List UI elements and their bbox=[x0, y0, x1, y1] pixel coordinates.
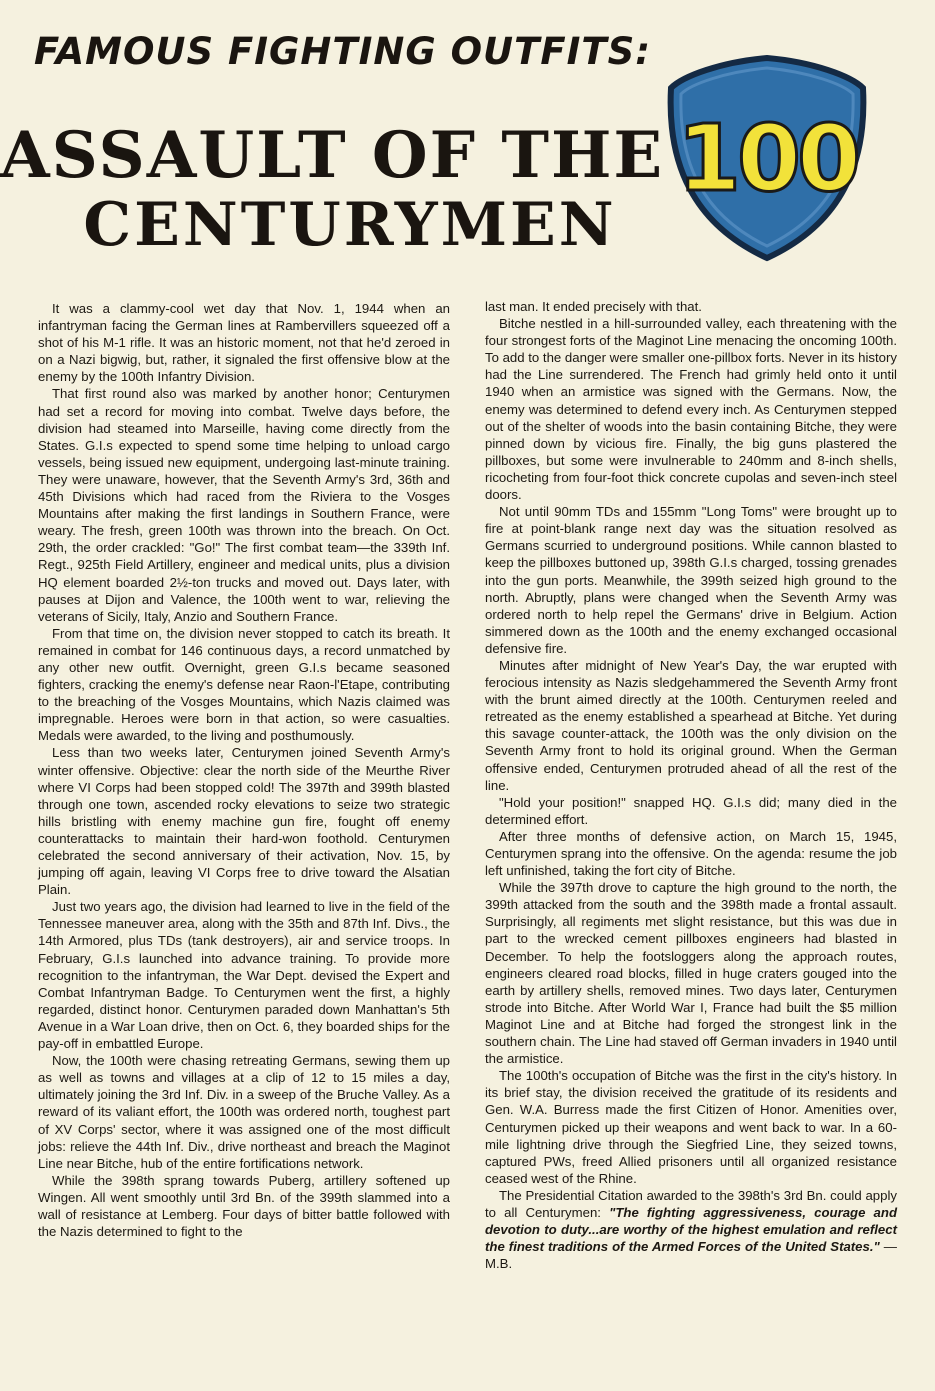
paragraph: "Hold your position!" snapped HQ. G.I.s did; many died in the determined effort. bbox=[485, 794, 897, 827]
insignia-number: 100 bbox=[676, 105, 858, 212]
article-title-line-1: ASSAULT OF THE bbox=[0, 118, 665, 193]
article-column-left bbox=[38, 300, 450, 1240]
article-column-right bbox=[485, 298, 897, 1272]
paragraph: While the 397th drove to capture the high ground to the north, the 399th attacked from the south and the 398th made a frontal assault. Surprisingly, all regiments met slight resistance, but this was due in part to the wrecked cement pillboxes engineers had blasted in December. To help the footsloggers along the approach routes, engineers cleared road blocks, filled in huge craters gouged into the earth by artillery shells, removed mines. Two days later, Centurymen strode into Bitche. After World War I, France had built the $5 million Maginot Line and at Bitche had forged the strongest link in the southern chain. The Line had staved off German invaders in 1940 until the armistice. bbox=[485, 880, 897, 1067]
citation-quote: "The fighting aggressiveness, courage and devotion to duty...are worthy of the highest emulation and reflect the finest traditions of the Armed Forces of the United States." bbox=[485, 1204, 897, 1255]
paragraph: It was a clammy-cool wet day that Nov. 1, 1944 when an infantryman facing the German lines at Rambervillers squeezed off a shot of his M-1 rifle. It was an historic moment, not that he'd zeroed in on a Nazi bigwig, but, rather, it signaled the first offensive blow at the enemy by the 100th Infantry Division. bbox=[38, 301, 450, 385]
author-signature: —M.B. bbox=[485, 1239, 897, 1272]
paragraph: Just two years ago, the division had learned to live in the field of the Tennessee maneuver area, along with the 35th and 87th Inf. Divs., the 14th Armored, plus TDs (tank destroyers), air and service troops. In February, G.I.s launched into advance training. To provide more recognition to the infantryman, the War Dept. devised the Expert and Combat Infantryman Badge. To Centurymen went the first, a highly regarded, distinct honor. Centurymen paraded down Manhattan's 5th Avenue in a War Loan drive, then on Oct. 6, they boarded ships for the pay-off in embattled Europe. bbox=[38, 899, 450, 1052]
closing-paragraph bbox=[485, 1187, 897, 1272]
paragraph: The 100th's occupation of Bitche was the first in the city's history. In its brief stay, the division received the gratitude of its residents and Gen. W.A. Burress made the first Citizen of Honor. Amenities over, Centurymen picked up their weapons and went back to war. In a 60-mile lightning drive through the Siegfried Line, they seized towns, captured PWs, freed Allied prisoners until all organized resistance ceased west of the Rhine. bbox=[485, 1068, 897, 1186]
paragraph: That first round also was marked by another honor; Centurymen had set a record for moving into combat. Twelve days before, the division had steamed into Marseille, having come directly from the States. G.I.s expected to spend some time helping to unload cargo vessels, being issued new equipment, undergoing last-minute training. They were unaware, however, that the Seventh Army's 3rd, 36th and 45th Divisions which had raced from the Riviera to the Vosges Mountains after making the first landings in Southern France, were weary. The fresh, green 100th was thrown into the breach. On Oct. 29th, the order crackled: "Go!" The first combat team—the 339th Inf. Regt., 925th Field Artillery, engineer and medical units, plus a division HQ element boarded 2½-ton trucks and moved out. Days later, with pauses at Dijon and Valence, the 100th went to war, relieving the veterans of Sicily, Italy, Anzio and Southern France. bbox=[38, 386, 450, 624]
division-insignia-shield bbox=[663, 54, 871, 262]
paragraph: Now, the 100th were chasing retreating Germans, sewing them up as well as towns and villages at a clip of 12 to 15 miles a day, ultimately joining the 3rd Inf. Div. in a sweep of the Bruche Valley. As a reward of its valiant effort, the 100th was ordered north, toughest part of XV Corps' sector, where it was assigned one of the most difficult jobs: relieve the 44th Inf. Div., drive northeast and breach the Maginot Line near Bitche, hub of the entire fortifications network. bbox=[38, 1053, 450, 1171]
closing-lead: The Presidential Citation awarded to the 398th's 3rd Bn. could apply to all Centurymen: bbox=[485, 1187, 897, 1220]
paragraph: Minutes after midnight of New Year's Day, the war erupted with ferocious intensity as Nazis sledgehammered the Seventh Army front with the brunt aimed directly at the 100th. Centurymen reeled and retreated as the enemy established a spearhead at Bitche. Yet during this savage counter-attack, the 100th was the only division on the Seventh Army front to hold its original ground. When the German offensive ended, Centurymen protruded ahead of all the rest of the line. bbox=[485, 657, 897, 793]
paragraph: Bitche nestled in a hill-surrounded valley, each threatening with the four strongest forts of the Maginot Line menacing the oncoming 100th. To add to the danger were smaller one-pillbox forts. Never in its history had the Line surrendered. The French had grimly held onto it until 1940 when an armistice was signed with the Germans. Now, the enemy was determined to defend every inch. As Centurymen stepped out of the shelter of woods into the basin containing Bitche, they were pinned down by vicious fire. Finally, the big guns plastered the pillboxes, but some were invulnerable to 240mm and 8-inch shells, ricocheting from four-foot thick concrete cupolas and seven-inch steel doors. bbox=[485, 316, 897, 503]
paragraph: After three months of defensive action, on March 15, 1945, Centurymen sprang into the offensive. On the agenda: resume the job left unfinished, taking the fort city of Bitche. bbox=[485, 828, 897, 879]
paragraph: last man. It ended precisely with that. bbox=[485, 299, 702, 314]
paragraph: From that time on, the division never stopped to catch its breath. It remained in combat for 146 continuous days, a record unmatched by any other new outfit. Overnight, green G.I.s became seasoned fighters, cracking the enemy's defense near Raon-l'Etape, contributing to the breaching of the Vosges Mountains, which Nazis claimed was impregnable. Heroes were born in that action, so were casualties. Medals were awarded, to the living and posthumously. bbox=[38, 625, 450, 744]
series-title: FAMOUS FIGHTING OUTFITS: bbox=[34, 30, 652, 73]
paragraph: Less than two weeks later, Centurymen joined Seventh Army's winter offensive. Objective: clear the north side of the Meurthe River where VI Corps had been stopped cold! The 397th and 399th blasted through one town, ascended rocky elevations to seize two strategic hills bristling with enemy machine gun fire, fought off enemy counterattacks to maintain their hard-won foothold. Centurymen celebrated the second anniversary of their activation, Nov. 15, by jumping off again, leaving VI Corps free to drive toward the Alsatian Plain. bbox=[38, 745, 450, 898]
paragraph: While the 398th sprang towards Puberg, artillery softened up Wingen. All went smoothly until 3rd Bn. of the 399th slammed into a wall of resistance at Lemberg. Four days of bitter battle followed with the Nazis determined to fight to the bbox=[38, 1172, 450, 1240]
article-title-line-2: CENTURYMEN bbox=[83, 190, 617, 260]
paragraph: Not until 90mm TDs and 155mm "Long Toms" were brought up to fire at point-blank range next day was the situation resolved as Germans scurried to underground positions. While cannon blasted to keep the pillboxes buttoned up, 398th G.I.s charged, tossing grenades into the gun ports. Meanwhile, the 399th seized high ground to the north. Abruptly, plans were changed when the Seventh Army was ordered north to help repel the Germans' drive in Belgium. Action simmered down as the 100th and the enemy exchanged occasional defensive fire. bbox=[485, 504, 897, 656]
